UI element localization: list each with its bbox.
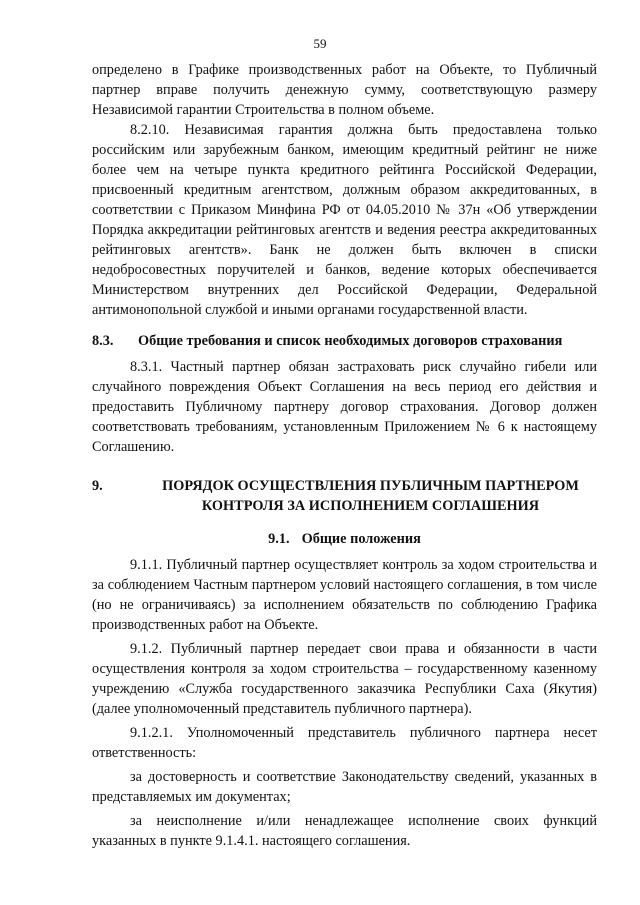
paragraph-8-2-10: 8.2.10. Независимая гарантия должна быть предоставлена только российским или зарубежным банком, имеющим кредитный рейтинг не ниже более чем на четыре пункта кредитного рейтинга Российской Федерации, присвоенный кредитным агентством, должным образом аккредитованных, в соответствии с Приказом Минфина РФ от 04.05.2010 № 37н «Об утверждении Порядка аккредитации рейтинговых агентств и ведения реестра аккредитованных рейтинговых агентств». Банк не должен быть включен в списки недобросовестных поручителей и банков, ведение которых обеспечивается Министерством внутренних дел Российской Федерации, Федеральной антимонопольной службой и иными органами государственной власти. (92, 122, 597, 318)
paragraph-continuation: определено в Графике производственных работ на Объекте, то Публичный партнер вправе получить денежную сумму, соответствующую размеру Независимой гарантии Строительства в полном объеме. (92, 62, 597, 118)
page-content (92, 60, 597, 851)
section-9-1-number: 9.1. (268, 531, 290, 547)
section-9-title-line2: КОНТРОЛЯ ЗА ИСПОЛНЕНИЕМ СОГЛАШЕНИЯ (201, 498, 540, 514)
section-9-heading (92, 476, 597, 516)
section-9-title (144, 476, 597, 516)
paragraph-liability-1: за достоверность и соответствие Законодательству сведений, указанных в представляемых им документах; (92, 769, 597, 805)
section-9-1-title: Общие положения (301, 531, 421, 547)
section-9-1-heading (92, 529, 597, 549)
paragraph-9-1-2-1: 9.1.2.1. Уполномоченный представитель публичного партнера несет ответственность: (92, 725, 597, 761)
paragraph-9-1-2: 9.1.2. Публичный партнер передает свои права и обязанности в части осуществления контроля за ходом строительства – государственному казенному учреждению «Служба государственного заказчика Республики Саха (Якутия) (далее уполномоченный представитель публичного партнера). (92, 641, 597, 717)
section-8-3-heading (92, 331, 597, 351)
section-8-3-number: 8.3. (92, 333, 114, 349)
page-number: 59 (313, 36, 327, 51)
paragraph-9-1-1: 9.1.1. Публичный партнер осуществляет контроль за ходом строительства и за соблюдением Частным партнером условий настоящего соглашения, в том числе (но не ограничиваясь) за исполнением обязательств по соблюдению Графика производственных работ на Объекте. (92, 557, 597, 633)
section-9-number: 9. (92, 478, 103, 494)
paragraph-liability-2: за неисполнение и/или ненадлежащее исполнение своих функций указанных в пункте 9.1.4.1. настоящего соглашения. (92, 813, 597, 849)
section-9-title-line1: ПОРЯДОК ОСУЩЕСТВЛЕНИЯ ПУБЛИЧНЫМ ПАРТНЕРОМ (162, 478, 579, 494)
section-8-3-title: Общие требования и список необходимых договоров страхования (138, 333, 563, 349)
paragraph-8-3-1: 8.3.1. Частный партнер обязан застраховать риск случайно гибели или случайного повреждения Объект Соглашения на весь период его действия и предоставить Публичному партнеру договор страхования. Договор должен соответствовать требованиям, установленным Приложением № 6 к настоящему Соглашению. (92, 359, 597, 455)
